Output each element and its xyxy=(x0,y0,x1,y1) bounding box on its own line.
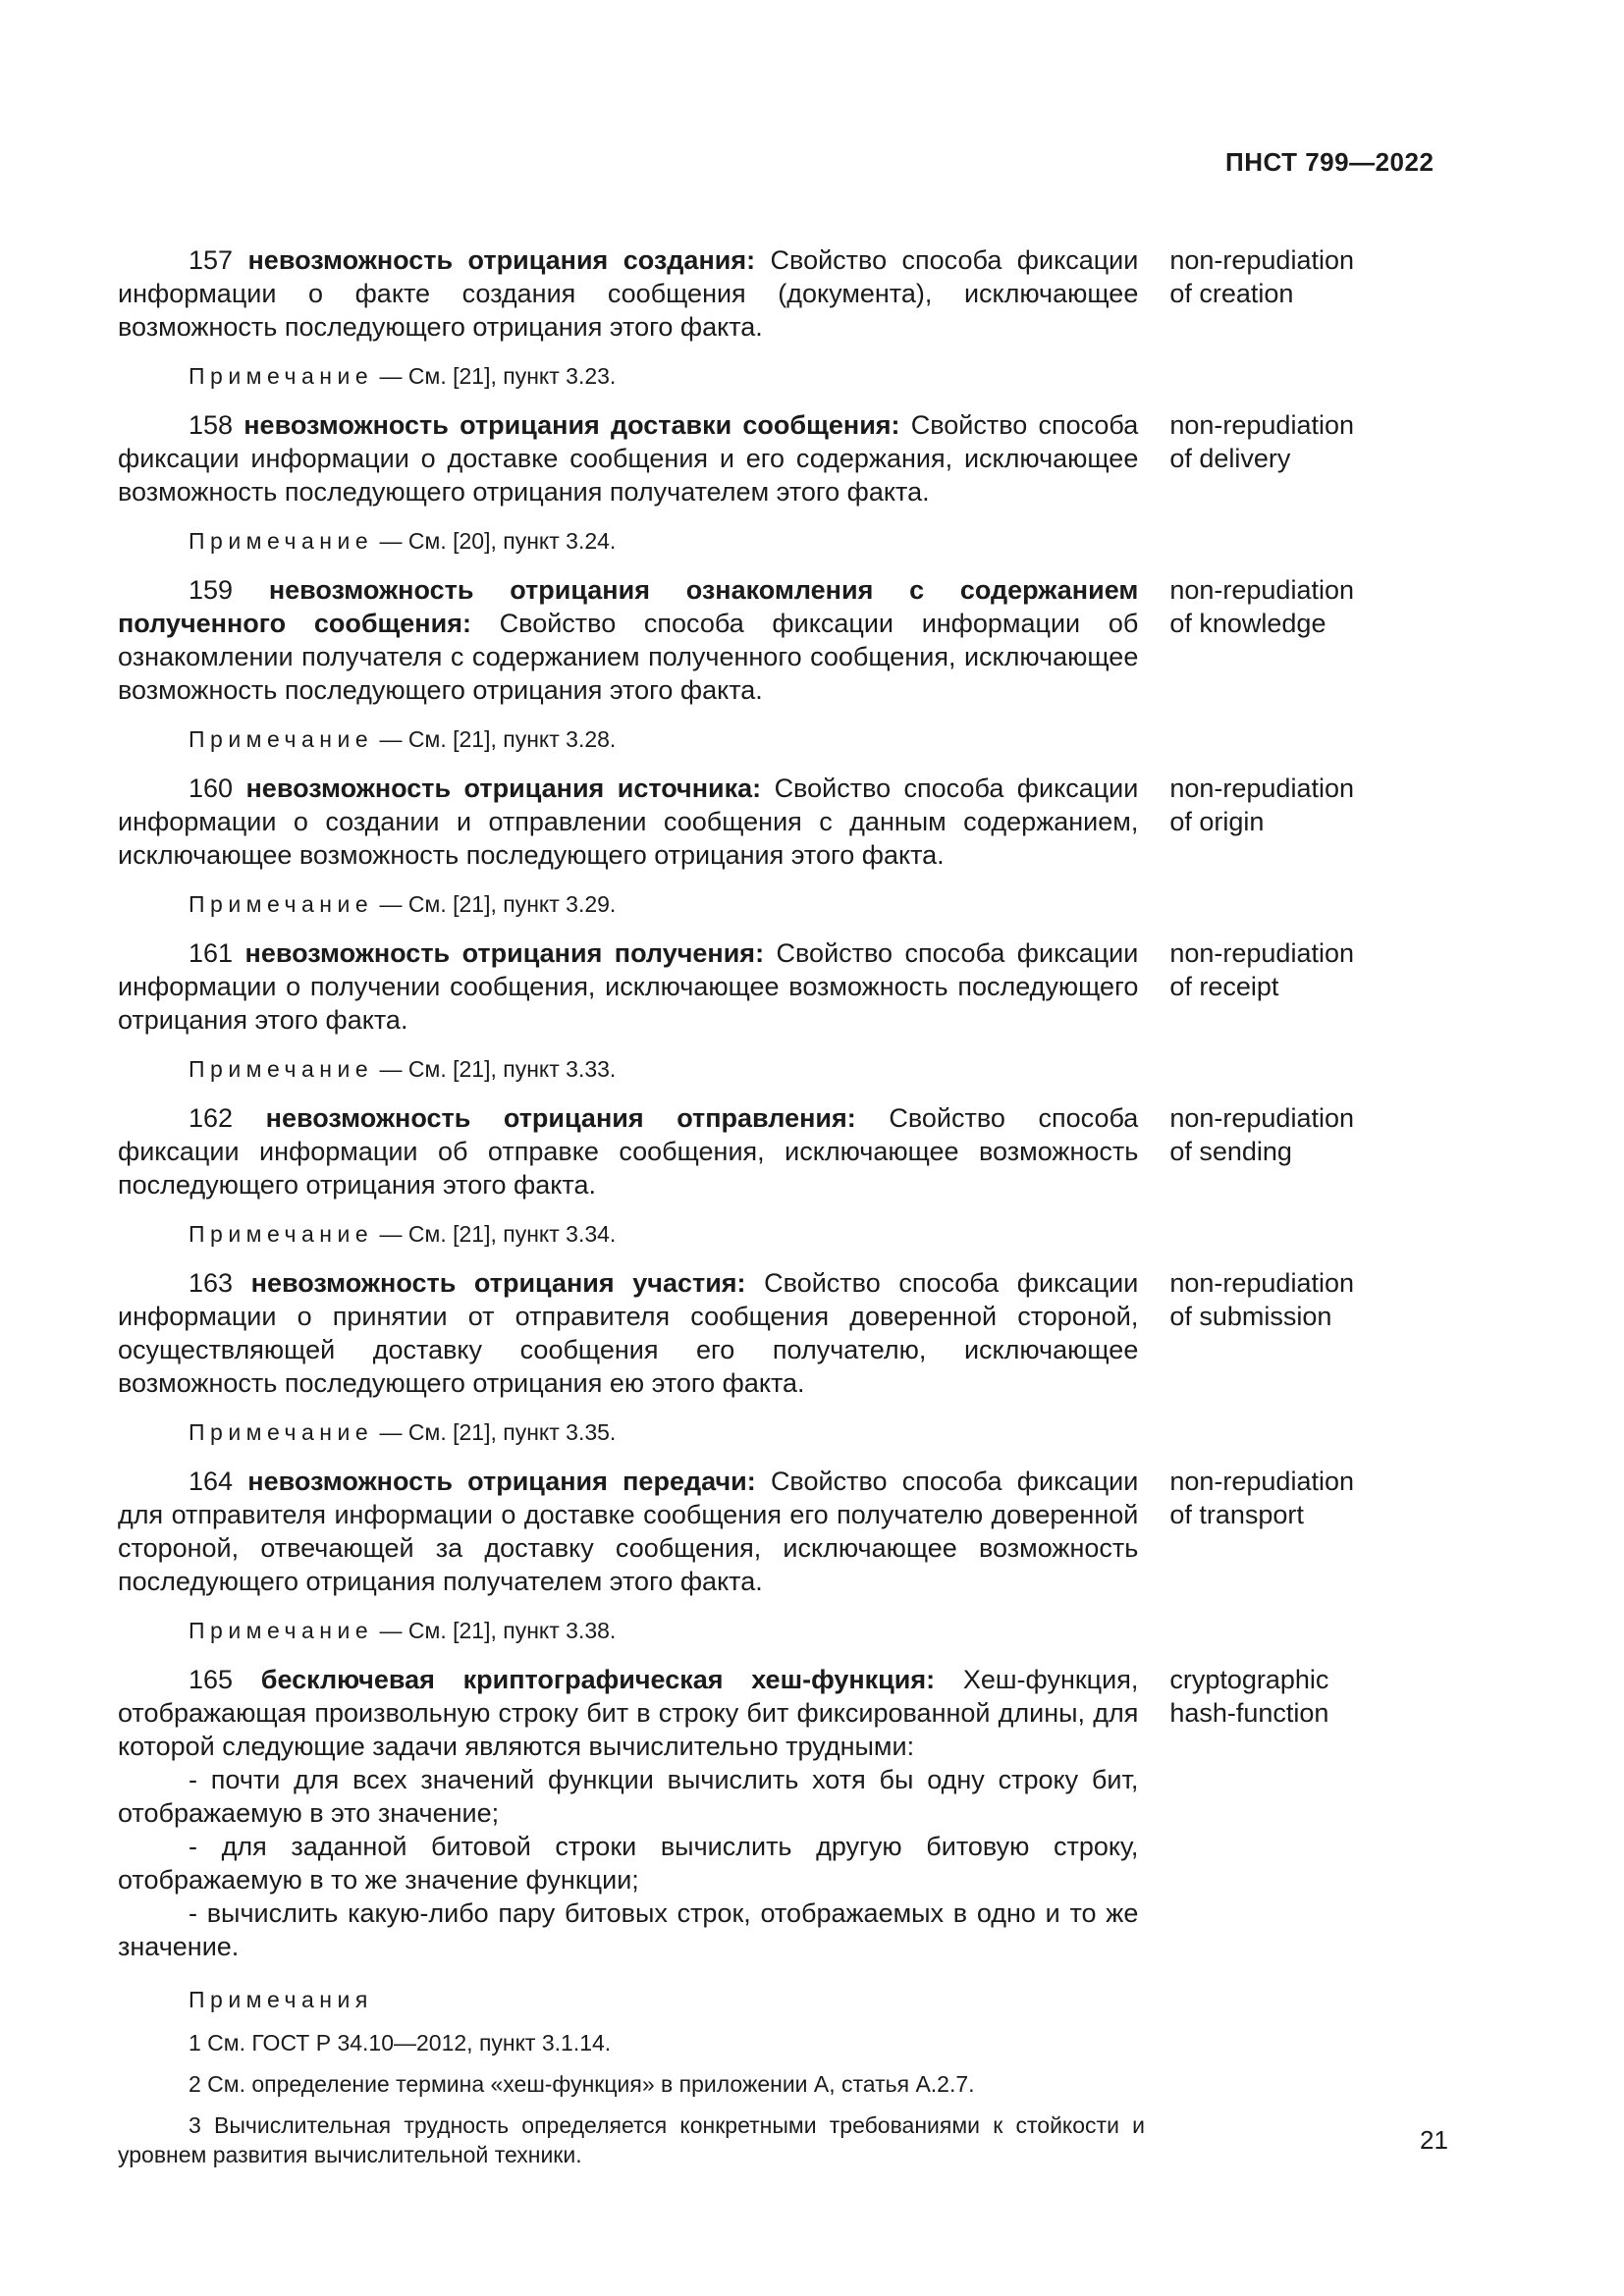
hash-notes xyxy=(118,1985,1145,2169)
term-note xyxy=(118,1616,1145,1645)
term-note xyxy=(118,1417,1145,1447)
english-equivalent: non-repudiation of origin xyxy=(1169,774,1354,836)
term-number: 159 xyxy=(189,575,234,605)
term-title: невозможность отрицания доставки сообщения: xyxy=(244,410,900,440)
term-number: 165 xyxy=(189,1665,234,1694)
note-label: Примечание xyxy=(189,726,374,752)
note-label: Примечание xyxy=(189,528,374,554)
term-text: Свойство способа фиксации информации об ознакомлении получателя с содержанием полученного сообщения, исключающее возможность последующего отрицания этого факта. xyxy=(118,609,1139,705)
note-text: — См. [21], пункт 3.38. xyxy=(379,1618,617,1643)
term-title: невозможность отрицания отправления: xyxy=(265,1103,856,1133)
term-definition xyxy=(118,1101,1138,1201)
note-text: — См. [21], пункт 3.33. xyxy=(379,1056,617,1082)
page-number: 21 xyxy=(1420,2125,1448,2155)
note-text: — См. [21], пункт 3.28. xyxy=(379,726,617,752)
term-title: невозможность отрицания источника: xyxy=(245,774,762,803)
term-text: Свойство способа фиксации информации об отправке сообщения, исключающее возможность последующего отрицания этого факта. xyxy=(118,1103,1139,1200)
term-text: Свойство способа фиксации информации о факте создания сообщения (документа), исключающее возможность последующего отрицания этого факта. xyxy=(118,245,1139,342)
note-item: 3 Вычислительная трудность определяется конкретными требованиями к стойкости и уровнем развития вычислительной техники. xyxy=(118,2112,1145,2167)
term-text: Хеш-функция, отображающая произвольную строку бит в строку бит фиксированной длины, для которой следующие задачи являются вычислительно трудными: xyxy=(118,1665,1139,1761)
note-text: — См. [21], пункт 3.35. xyxy=(379,1419,617,1445)
term-definition xyxy=(118,573,1138,707)
term-entry-164 xyxy=(118,1465,1375,1598)
term-number: 160 xyxy=(189,774,234,803)
term-title: невозможность отрицания получения: xyxy=(244,938,765,968)
note-item: 2 См. определение термина «хеш-функция» в приложении А, статья А.2.7. xyxy=(189,2071,975,2097)
list-item: - для заданной битовой строки вычислить другую битовую строку, отображаемую в то же значение функции; xyxy=(118,1832,1139,1895)
english-equivalent: non-repudiation of submission xyxy=(1169,1268,1354,1331)
note-item: 1 См. ГОСТ Р 34.10—2012, пункт 3.1.14. xyxy=(189,2030,612,2056)
english-equivalent: cryptographic hash-function xyxy=(1169,1665,1329,1728)
term-note xyxy=(118,1219,1145,1249)
note-label: Примечание xyxy=(189,1221,374,1247)
term-list xyxy=(118,243,1375,2181)
note-label: Примечание xyxy=(189,891,374,917)
term-entry-159 xyxy=(118,573,1375,707)
note-text: — См. [21], пункт 3.29. xyxy=(379,891,617,917)
term-number: 158 xyxy=(189,410,234,440)
english-equivalent: non-repudiation of sending xyxy=(1169,1103,1354,1166)
list-item: - вычислить какую-либо пару битовых строк, отображаемых в одно и то же значение. xyxy=(118,1898,1139,1961)
note-text: — См. [21], пункт 3.34. xyxy=(379,1221,617,1247)
note-label: Примечание xyxy=(189,1618,374,1643)
term-number: 157 xyxy=(189,245,234,275)
term-note xyxy=(118,889,1145,919)
term-entry-161 xyxy=(118,936,1375,1037)
term-entry-160 xyxy=(118,772,1375,872)
english-equivalent: non-repudiation of transport xyxy=(1169,1467,1354,1529)
term-text: Свойство способа фиксации информации о принятии от отправителя сообщения доверенной стороной, осуществляющей доставку сообщения его получателю, исключающее возможность последующего отрицания ею этого факта. xyxy=(118,1268,1139,1398)
term-number: 161 xyxy=(189,938,234,968)
term-text: Свойство способа фиксации для отправителя информации о доставке сообщения его получателю доверенной стороной, отвечающей за доставку сообщения, исключающее возможность последующего отрицания получателем этого факта. xyxy=(118,1467,1139,1596)
term-title: невозможность отрицания передачи: xyxy=(247,1467,756,1496)
term-definition xyxy=(118,1663,1138,1963)
notes-title: Примечания xyxy=(189,1987,373,2012)
list-item: - почти для всех значений функции вычислить хотя бы одну строку бит, отображаемую в это значение; xyxy=(118,1765,1139,1828)
english-equivalent: non-repudiation of receipt xyxy=(1169,938,1354,1001)
term-note xyxy=(118,724,1145,754)
note-text: — См. [21], пункт 3.23. xyxy=(379,363,617,389)
term-number: 162 xyxy=(189,1103,234,1133)
term-entry-158 xyxy=(118,408,1375,508)
term-entry-157 xyxy=(118,243,1375,344)
term-title: невозможность отрицания создания: xyxy=(247,245,756,275)
term-definition xyxy=(118,243,1138,344)
term-text: Свойство способа фиксации информации о доставке сообщения и его содержания, исключающее возможность последующего отрицания получателем этого факта. xyxy=(118,410,1139,507)
term-definition xyxy=(118,936,1138,1037)
english-equivalent: non-repudiation of knowledge xyxy=(1169,575,1354,638)
note-label: Примечание xyxy=(189,363,374,389)
term-entry-162 xyxy=(118,1101,1375,1201)
term-definition xyxy=(118,772,1138,872)
english-equivalent: non-repudiation of delivery xyxy=(1169,410,1354,473)
term-definition xyxy=(118,1465,1138,1598)
term-entry-165 xyxy=(118,1663,1375,1963)
note-text: — См. [20], пункт 3.24. xyxy=(379,528,617,554)
term-title: невозможность отрицания участия: xyxy=(250,1268,746,1298)
term-text: Свойство способа фиксации информации о создании и отправлении сообщения с данным содержанием, исключающее возможность последующего отрицания этого факта. xyxy=(118,774,1139,870)
note-label: Примечание xyxy=(189,1056,374,1082)
term-entry-163 xyxy=(118,1266,1375,1400)
term-title: невозможность отрицания ознакомления с содержанием полученного сообщения: xyxy=(118,575,1139,638)
term-number: 163 xyxy=(189,1268,234,1298)
term-text: Свойство способа фиксации информации о получении сообщения, исключающее возможность последующего отрицания этого факта. xyxy=(118,938,1139,1035)
note-label: Примечание xyxy=(189,1419,374,1445)
term-note xyxy=(118,1054,1145,1084)
term-note xyxy=(118,526,1145,556)
term-definition xyxy=(118,1266,1138,1400)
english-equivalent: non-repudiation of creation xyxy=(1169,245,1354,308)
term-number: 164 xyxy=(189,1467,234,1496)
term-title: бесключевая криптографическая хеш-функция: xyxy=(260,1665,936,1694)
term-definition xyxy=(118,408,1138,508)
term-note xyxy=(118,361,1145,391)
document-header: ПНСТ 799—2022 xyxy=(1225,147,1435,177)
